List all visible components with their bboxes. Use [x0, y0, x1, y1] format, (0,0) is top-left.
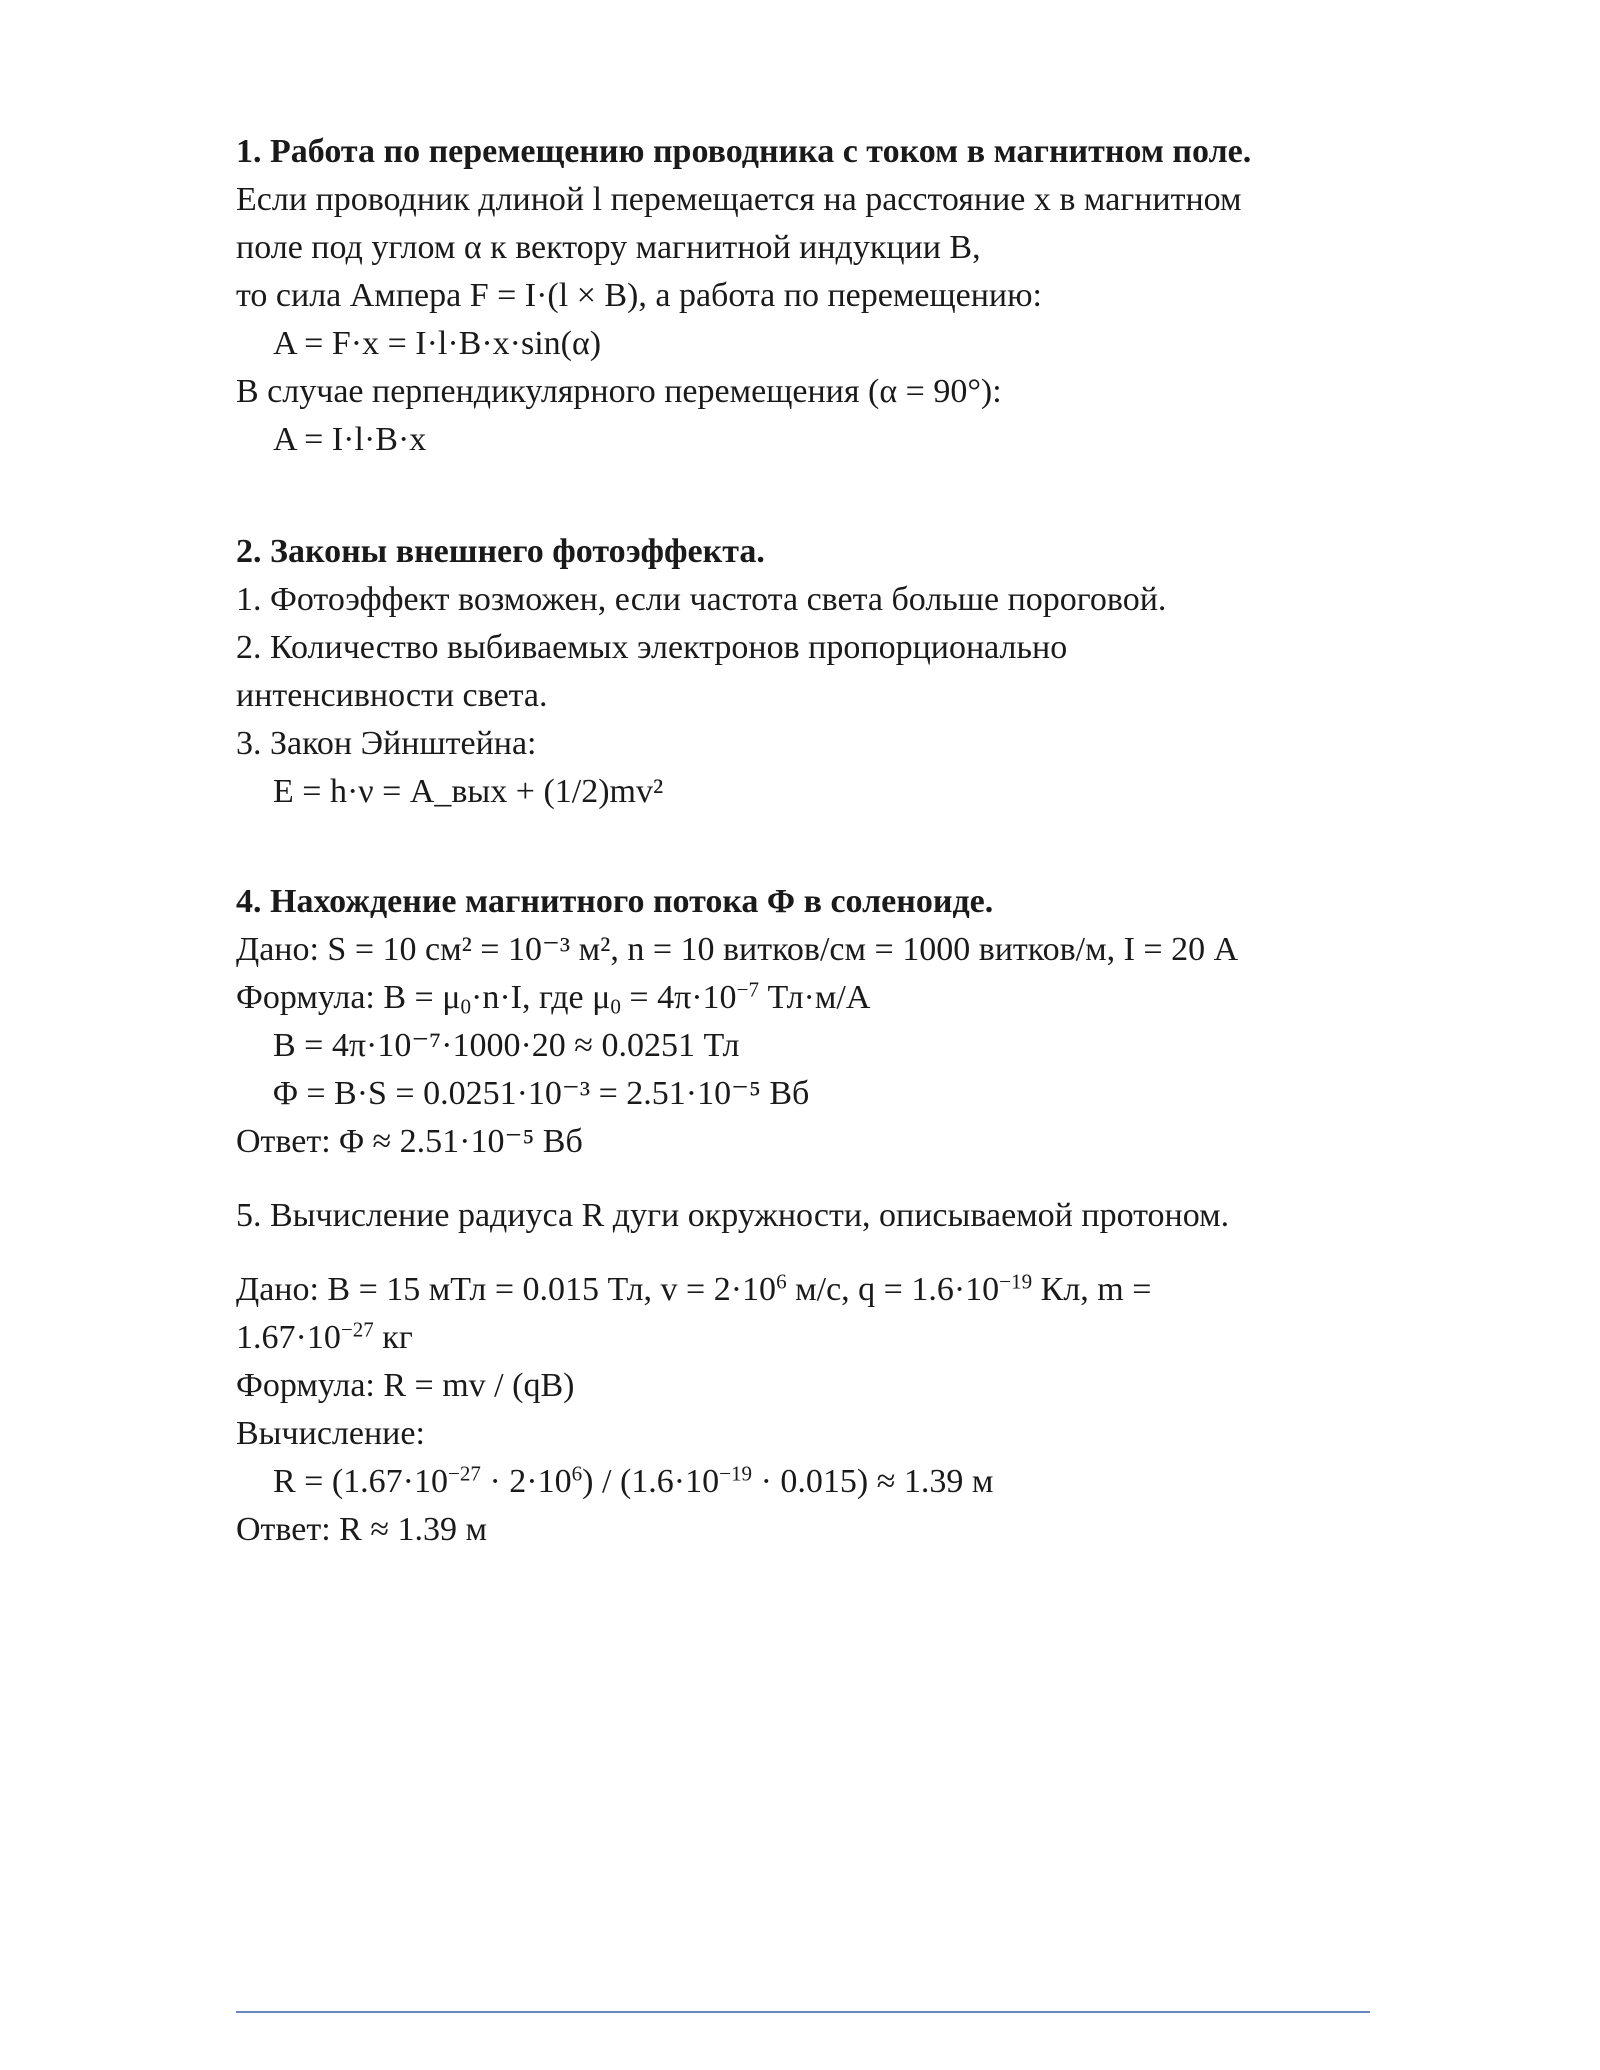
formula-text: = 4π·10	[620, 979, 737, 1016]
section-2-list-item: 2. Количество выбиваемых электронов пропорционально	[236, 629, 1068, 666]
section-4-heading: 4. Нахождение магнитного потока Φ в соленоиде.	[236, 883, 994, 920]
section-5-calc-label: Вычисление:	[236, 1415, 425, 1452]
formula-text: ·n·I, где μ	[471, 979, 611, 1016]
section-1-formula: A = I·l·B·x	[273, 421, 427, 458]
exponent: −27	[448, 1461, 481, 1486]
formula-text: Тл·м/А	[759, 979, 871, 1016]
section-5-given	[236, 1266, 1376, 1314]
formula-text: Формула: B = μ	[236, 979, 461, 1016]
section-5-heading: 5. Вычисление радиуса R дуги окружности, описываемой протоном.	[236, 1197, 1230, 1234]
section-1-text-line: то сила Ампера F = I·(l × B), а работа по перемещению:	[236, 277, 1042, 314]
footer-divider	[236, 2011, 1370, 2013]
section-1-text-line: поле под углом α к вектору магнитной индукции B,	[236, 229, 981, 266]
given-text: Дано: B = 15 мТл = 0.015 Тл, v = 2·10	[236, 1271, 777, 1308]
exponent: 6	[571, 1461, 583, 1486]
given-text: кг	[373, 1319, 413, 1356]
subscript: 0	[610, 994, 621, 1019]
section-5-given	[236, 1314, 1376, 1362]
section-2-heading: 2. Законы внешнего фотоэффекта.	[236, 533, 765, 570]
exponent: −19	[719, 1461, 753, 1486]
section-2-list-item: 3. Закон Эйнштейна:	[236, 725, 537, 762]
section-5-answer: Ответ: R ≈ 1.39 м	[236, 1511, 488, 1548]
section-1-text-line: Если проводник длиной l перемещается на расстояние x в магнитном	[236, 181, 1242, 218]
exponent: −19	[999, 1269, 1033, 1294]
section-5-formula: Формула: R = mv / (qB)	[236, 1367, 575, 1404]
section-1-text-line: В случае перпендикулярного перемещения (α = 90°):	[236, 373, 1002, 410]
given-text: м/с, q = 1.6·10	[786, 1271, 1000, 1308]
section-2-formula: E = h·ν = A_вых + (1/2)mv²	[273, 773, 664, 810]
section-4-calc: B = 4π·10⁻⁷·1000·20 ≈ 0.0251 Тл	[273, 1027, 740, 1064]
section-4-given: Дано: S = 10 см² = 10⁻³ м², n = 10 витков/см = 1000 витков/м, I = 20 А	[236, 931, 1239, 968]
exponent: −27	[340, 1317, 374, 1342]
calc-text: · 2·10	[480, 1463, 572, 1500]
exponent: −7	[736, 977, 759, 1002]
calc-text: ) / (1.6·10	[582, 1463, 720, 1500]
calc-text: · 0.015) ≈ 1.39 м	[752, 1463, 994, 1500]
subscript: 0	[460, 994, 471, 1019]
section-4-formula	[236, 974, 1376, 1022]
section-4-answer: Ответ: Φ ≈ 2.51·10⁻⁵ Вб	[236, 1123, 583, 1160]
given-text: Кл, m =	[1032, 1271, 1152, 1308]
section-4-calc: Φ = B·S = 0.0251·10⁻³ = 2.51·10⁻⁵ Вб	[273, 1075, 810, 1112]
section-5-calc	[273, 1458, 1413, 1506]
section-1-formula: A = F·x = I·l·B·x·sin(α)	[273, 325, 602, 362]
exponent: 6	[776, 1269, 787, 1294]
section-1-heading: 1. Работа по перемещению проводника с током в магнитном поле.	[236, 133, 1252, 170]
given-text: 1.67·10	[236, 1319, 341, 1356]
section-2-list-item: интенсивности света.	[236, 677, 548, 714]
section-2-list-item: 1. Фотоэффект возможен, если частота света больше пороговой.	[236, 581, 1167, 618]
calc-text: R = (1.67·10	[273, 1463, 448, 1500]
